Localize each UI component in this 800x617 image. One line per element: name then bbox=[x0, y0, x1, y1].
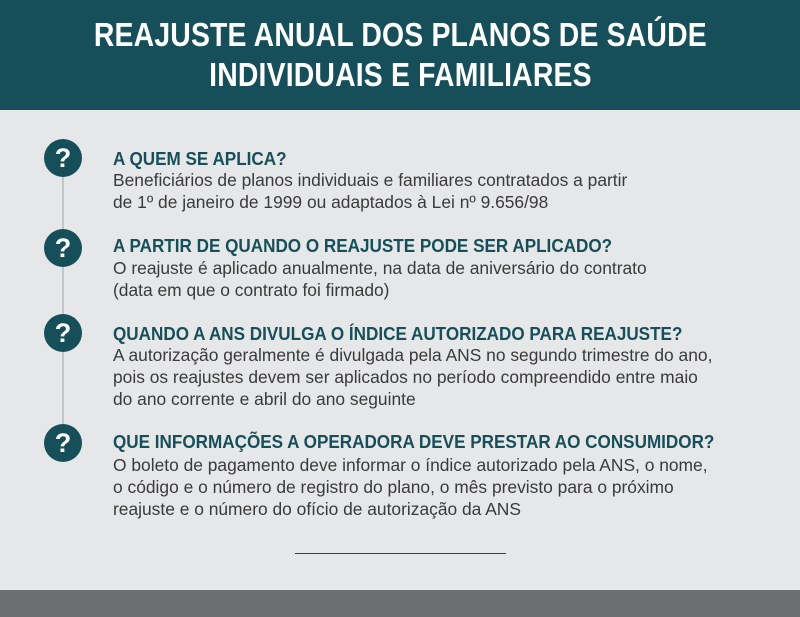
faq-title-2: A PARTIR DE QUANDO O REAJUSTE PODE SER APLICADO? bbox=[113, 236, 613, 256]
faq-body-3-line-2: pois os reajustes devem ser aplicados no período compreendido entre maio bbox=[113, 367, 698, 387]
faq-body-4-line-1: O boleto de pagamento deve informar o índice autorizado pela ANS, o nome, bbox=[113, 455, 708, 475]
faq-body-1 bbox=[113, 169, 627, 213]
faq-body-3-line-1: A autorização geralmente é divulgada pela ANS no segundo trimestre do ano, bbox=[113, 345, 713, 365]
faq-body-2-line-1: O reajuste é aplicado anualmente, na data de aniversário do contrato bbox=[113, 258, 647, 278]
question-mark-icon: ? bbox=[44, 139, 82, 177]
section-divider bbox=[295, 553, 506, 554]
question-mark-icon: ? bbox=[44, 314, 82, 352]
faq-body-4-line-3: reajuste e o número do ofício de autorização da ANS bbox=[113, 499, 521, 519]
question-mark-icon: ? bbox=[44, 229, 82, 267]
faq-title-1: A QUEM SE APLICA? bbox=[113, 149, 287, 169]
faq-body-4 bbox=[113, 454, 708, 520]
faq-title-4: QUE INFORMAÇÕES A OPERADORA DEVE PRESTAR AO CONSUMIDOR? bbox=[113, 432, 715, 452]
faq-title-3: QUANDO A ANS DIVULGA O ÍNDICE AUTORIZADO PARA REAJUSTE? bbox=[113, 324, 683, 344]
timeline-connector bbox=[62, 158, 64, 442]
faq-body-3 bbox=[113, 344, 712, 410]
question-mark-icon: ? bbox=[44, 424, 82, 462]
page-header bbox=[0, 0, 800, 110]
faq-body-4-line-2: o código e o número de registro do plano, o mês previsto para o próximo bbox=[113, 477, 674, 497]
faq-body-1-line-1: Beneficiários de planos individuais e familiares contratados a partir bbox=[113, 170, 628, 190]
faq-body-2-line-2: (data em que o contrato foi firmado) bbox=[113, 280, 390, 300]
page-title-line-1: REAJUSTE ANUAL DOS PLANOS DE SAÚDE bbox=[93, 16, 707, 53]
footer-bar bbox=[0, 590, 800, 617]
faq-body-1-line-2: de 1º de janeiro de 1999 ou adaptados à Lei nº 9.656/98 bbox=[113, 192, 549, 212]
faq-body-2 bbox=[113, 257, 647, 301]
page-title-line-2: INDIVIDUAIS E FAMILIARES bbox=[208, 56, 592, 93]
faq-body-3-line-3: do ano corrente e abril do ano seguinte bbox=[113, 389, 416, 409]
